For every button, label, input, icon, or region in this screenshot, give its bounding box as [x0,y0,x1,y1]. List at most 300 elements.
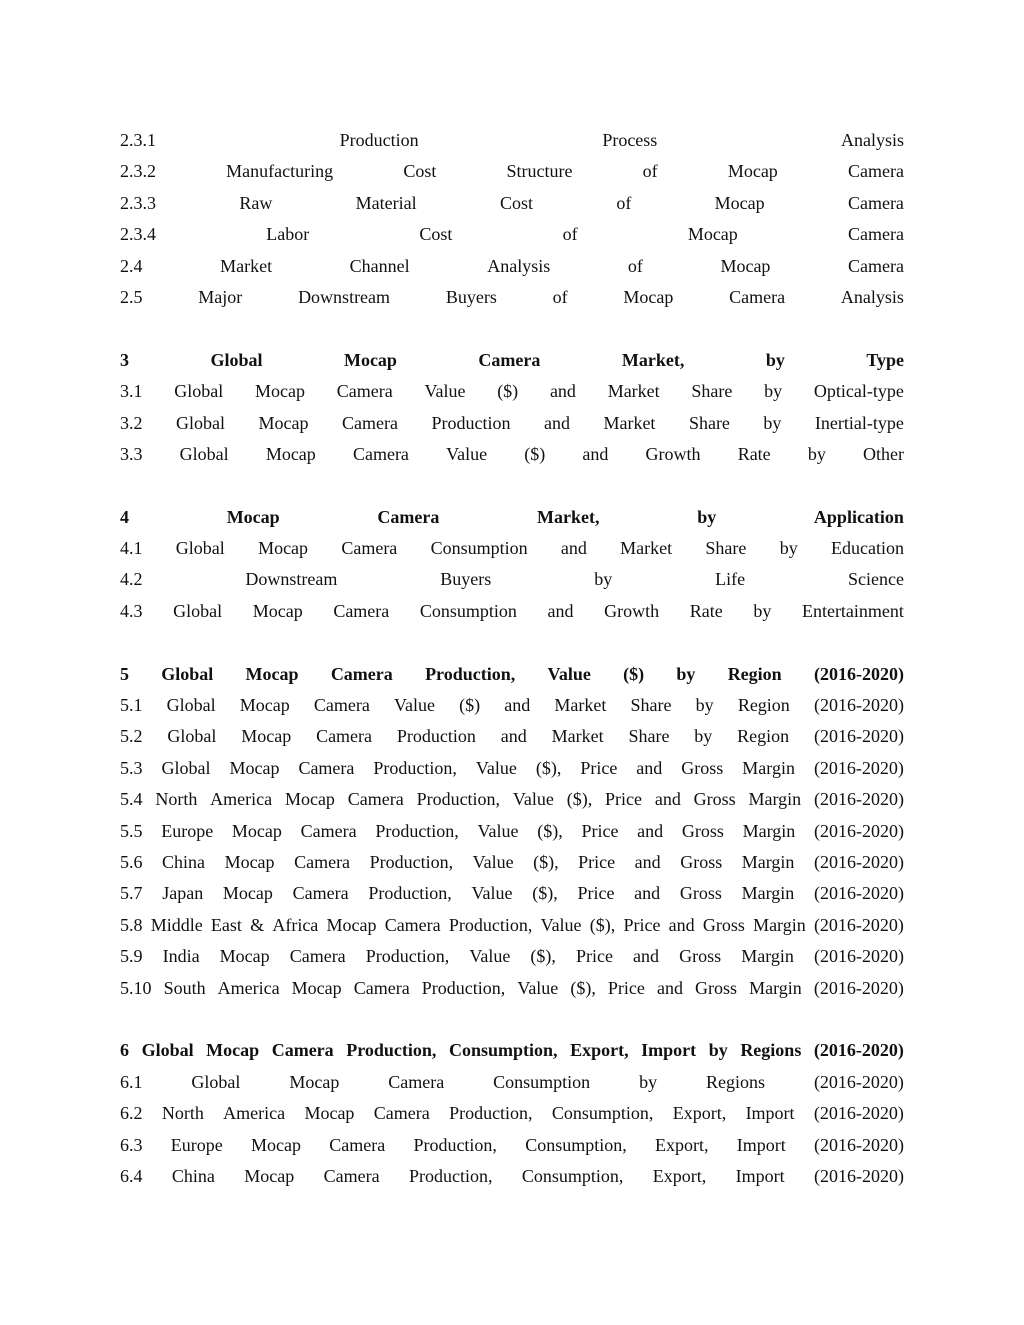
entry-word: Market [551,726,604,747]
entry-number: 2.5 [120,286,143,307]
entry-number: 6 [120,1040,129,1061]
entry-word: (2016-2020) [814,883,904,904]
entry-word: Camera [316,726,373,747]
entry-word: Mocap [714,192,765,213]
entry-word: Margin [748,789,802,810]
entry-word: Consumption, [521,1165,624,1186]
entry-word: by [807,443,826,464]
entry-word: Consumption [430,538,528,559]
entry-word: Growth [604,600,660,621]
entry-word: (2016-2020) [813,663,904,684]
blank-line [120,627,904,658]
entry-word: Regions [740,1040,802,1061]
entry-word: Camera [729,286,786,307]
entry-word: Mocap [727,161,778,182]
entry-word: Export, [654,1134,709,1155]
entry-word: (2016-2020) [813,1134,904,1155]
entry-word: ($), [532,883,558,904]
entry-word: Mocap [304,1103,355,1124]
entry-number: 3.3 [120,443,143,464]
entry-word: Global [167,726,217,747]
entry-word: Analysis [487,255,551,276]
entry-word: Global [173,600,223,621]
entry-word: Global [166,695,216,716]
entry-word: Camera [377,506,440,527]
toc-entry [120,910,904,941]
toc-entry [120,251,904,282]
entry-word: Region [727,663,782,684]
entry-word: and [547,600,574,621]
entry-word: Production, [369,851,454,872]
toc-entry [120,564,904,595]
entry-word: Manufacturing [226,161,334,182]
entry-word: and [543,412,570,433]
entry-word: Gross [702,914,745,935]
entry-number: 5.10 [120,977,152,998]
entry-number: 4.3 [120,600,143,621]
entry-word: Margin [753,914,806,935]
entry-word: of [552,286,568,307]
entry-word: and [637,820,664,841]
entry-word: Share [630,695,672,716]
entry-word: (2016-2020) [813,1103,904,1124]
entry-word: Camera [848,255,904,276]
entry-word: Value [394,695,435,716]
entry-word: Value [472,851,514,872]
entry-word: Export, [652,1165,707,1186]
entry-word: Value [471,883,513,904]
toc-entry [120,878,904,909]
entry-word: Camera [347,789,404,810]
entry-word: Cost [499,192,533,213]
toc-entry [120,941,904,972]
entry-word: of [562,224,578,245]
entry-word: ($), [589,914,616,935]
entry-word: Major [198,286,243,307]
entry-word: Analysis [840,130,904,150]
toc-entry [120,156,904,187]
entry-word: (2016-2020) [813,851,904,872]
entry-word: & [250,914,265,935]
entry-word: Raw [239,192,273,213]
entry-word: Mocap [244,1165,295,1186]
entry-number: 5.5 [120,820,143,841]
entry-word: Mocap [291,977,342,998]
entry-word: Mocap [245,663,299,684]
entry-word: Camera [478,349,541,370]
entry-word: Camera [329,1134,386,1155]
entry-word: Process [602,130,658,150]
entry-word: Value [540,914,582,935]
entry-word: Margin [742,820,796,841]
entry-word: Region [737,726,790,747]
entry-word: Value [512,789,554,810]
entry-word: ($) [524,443,546,464]
entry-word: Market [607,381,660,402]
entry-word: Mocap [258,538,309,559]
entry-word: Value [517,977,559,998]
entry-word: Production [431,412,511,433]
entry-word: Camera [352,443,409,464]
entry-word: Margin [741,851,795,872]
entry-word: (2016-2020) [813,695,904,716]
entry-number: 2.3.3 [120,192,156,213]
entry-word: Margin [741,883,795,904]
toc-entry [120,816,904,847]
entry-word: Buyers [445,286,497,307]
entry-word: Mocap [258,412,309,433]
entry-word: Regions [706,1071,766,1092]
entry-word: and [636,757,663,778]
section-heading [120,659,904,690]
toc-entry [120,1067,904,1098]
toc-entry [120,1161,904,1192]
entry-word: Price [578,851,616,872]
entry-word: Camera [323,1165,380,1186]
entry-word: by [695,695,714,716]
entry-word: and [504,695,531,716]
entry-word: Camera [373,1103,430,1124]
entry-word: by [676,663,696,684]
entry-number: 2.3.4 [120,224,156,245]
entry-word: Value [477,820,519,841]
entry-number: 4.2 [120,569,143,590]
entry-word: Africa [272,914,319,935]
entry-word: and [582,443,609,464]
entry-word: Production, [449,1103,533,1124]
toc-entry [120,784,904,815]
entry-word: Type [866,349,904,370]
entry-word: Import [735,1165,785,1186]
entry-word: India [162,946,200,967]
entry-word: Middle [150,914,203,935]
entry-word: Mocap [231,820,282,841]
entry-word: Margin [741,946,794,967]
entry-word: Market, [537,506,600,527]
entry-word: Gross [681,757,724,778]
entry-word: and [668,914,695,935]
toc-entry [120,282,904,313]
entry-word: and [634,851,661,872]
entry-word: Global [179,443,229,464]
entry-word: by [594,569,613,590]
blank-line [120,1004,904,1035]
entry-word: Rate [689,600,723,621]
entry-word: ($), [537,820,563,841]
toc-entry [120,439,904,470]
entry-word: Mocap [343,349,397,370]
entry-word: Gross [679,946,722,967]
entry-word: Share [688,412,730,433]
entry-word: Import [736,1134,786,1155]
toc-entry [120,690,904,721]
entry-number: 5.9 [120,946,143,967]
entry-word: ($), [566,789,593,810]
entry-word: by [763,412,782,433]
entry-word: Production, [368,883,452,904]
entry-number: 5.4 [120,789,143,810]
entry-word: Rate [737,443,771,464]
entry-word: Region [737,695,790,716]
entry-word: by [765,349,785,370]
entry-word: Camera [298,757,355,778]
entry-number: 2.3.1 [120,130,156,150]
entry-word: Value [469,946,511,967]
entry-word: Camera [341,538,398,559]
entry-word: Consumption, [551,1103,654,1124]
entry-word: and [549,381,576,402]
toc-entry [120,721,904,752]
entry-word: Global [161,757,211,778]
entry-word: Inertial-type [814,412,904,433]
entry-word: Consumption [419,600,517,621]
entry-word: Production, [413,1134,497,1155]
entry-number: 5.2 [120,726,143,747]
entry-word: Production, [365,946,450,967]
entry-word: and [634,883,661,904]
entry-word: Camera [848,224,904,245]
entry-word: Downstream [245,569,338,590]
entry-word: Mocap [222,883,273,904]
entry-word: Consumption, [525,1134,627,1155]
entry-word: Labor [266,224,310,245]
entry-number: 3.2 [120,412,143,433]
entry-word: Camera [341,412,398,433]
entry-word: Global [174,381,224,402]
entry-word: Camera [300,820,357,841]
toc-entry [120,847,904,878]
entry-word: and [633,946,660,967]
entry-word: Camera [292,883,349,904]
entry-word: Gross [693,789,736,810]
toc-entry [120,1098,904,1129]
entry-word: Mocap [289,1071,340,1092]
entry-word: Science [848,569,904,590]
entry-word: Mocap [623,286,674,307]
entry-word: ($), [530,946,556,967]
entry-word: Mocap [720,255,771,276]
entry-word: Gross [681,820,724,841]
entry-word: Life [715,569,746,590]
entry-number: 6.1 [120,1071,143,1092]
entry-word: by [764,381,783,402]
entry-number: 5 [120,663,129,684]
entry-word: Mocap [255,381,305,402]
entry-word: ($) [623,663,645,684]
entry-word: Production [396,726,476,747]
entry-word: and [560,538,587,559]
entry-word: Mocap [219,946,270,967]
entry-word: of [616,192,632,213]
entry-word: Camera [271,1040,334,1061]
entry-word: by [753,600,772,621]
entry-word: Camera [330,663,393,684]
entry-word: Production [339,130,419,150]
entry-number: 2.3.2 [120,161,156,182]
entry-word: Market [603,412,656,433]
entry-word: Downstream [298,286,391,307]
entry-word: Price [605,789,643,810]
entry-word: Mocap [226,506,280,527]
entry-word: Consumption [493,1071,591,1092]
entry-word: Margin [742,757,795,778]
entry-word: Value [446,443,488,464]
toc-entry [120,753,904,784]
entry-word: Value [424,381,466,402]
entry-word: Market, [621,349,685,370]
entry-word: Mocap [250,1134,301,1155]
entry-word: Growth [645,443,701,464]
entry-word: Channel [349,255,410,276]
entry-word: Camera [847,192,904,213]
entry-word: Production, [375,820,459,841]
section-heading [120,1035,904,1066]
entry-word: Price [623,914,661,935]
entry-word: Production, [425,663,516,684]
entry-word: Buyers [440,569,492,590]
entry-word: Mocap [224,851,275,872]
entry-word: ($), [533,851,559,872]
entry-word: America [223,1103,286,1124]
entry-word: by [639,1071,658,1092]
entry-word: Market [220,255,273,276]
entry-word: (2016-2020) [814,726,904,747]
toc-entry [120,125,904,156]
entry-word: Europe [161,820,214,841]
entry-word: Global [176,412,225,433]
entry-word: by [694,726,713,747]
entry-number: 6.3 [120,1134,143,1155]
entry-word: and [654,789,681,810]
entry-word: (2016-2020) [814,820,904,841]
entry-word: Market [554,695,607,716]
entry-word: Cost [419,224,453,245]
entry-number: 5.3 [120,757,143,778]
entry-word: ($) [497,381,519,402]
entry-word: Cost [403,161,437,182]
entry-word: (2016-2020) [814,789,904,810]
toc-entry [120,533,904,564]
table-of-contents [120,125,904,1192]
entry-word: China [171,1165,215,1186]
entry-word: Camera [384,914,441,935]
entry-word: Gross [679,883,722,904]
entry-word: by [708,1040,728,1061]
toc-entry [120,1130,904,1161]
entry-word: Entertainment [801,600,904,621]
entry-word: Share [705,538,747,559]
entry-word: Global [175,538,225,559]
entry-word: (2016-2020) [813,757,904,778]
entry-word: ($), [535,757,562,778]
entry-word: Price [607,977,645,998]
entry-word: (2016-2020) [813,1040,904,1061]
entry-word: Gross [695,977,738,998]
entry-word: Application [813,506,904,527]
entry-word: of [642,161,658,182]
entry-word: Price [580,757,618,778]
entry-word: Global [141,1040,194,1061]
entry-word: Mocap [252,600,303,621]
entry-word: Export, [570,1040,629,1061]
entry-word: of [627,255,643,276]
entry-word: Camera [847,161,904,182]
entry-word: ($), [570,977,596,998]
entry-word: Market [620,538,673,559]
entry-number: 2.4 [120,255,143,276]
entry-word: Production, [416,789,501,810]
entry-word: America [217,977,280,998]
toc-entry [120,376,904,407]
entry-word: ($) [459,695,481,716]
entry-word: East [210,914,242,935]
entry-number: 5.6 [120,851,143,872]
entry-word: Export, [672,1103,727,1124]
entry-word: Camera [388,1071,445,1092]
toc-entry [120,219,904,250]
entry-word: Share [691,381,733,402]
entry-word: Mocap [206,1040,260,1061]
entry-word: Camera [289,946,346,967]
entry-word: Mocap [239,695,290,716]
entry-number: 5.8 [120,914,143,935]
entry-word: Analysis [840,286,904,307]
entry-number: 3.1 [120,381,143,402]
entry-number: 4.1 [120,538,143,559]
entry-word: Import [745,1103,795,1124]
entry-word: Consumption, [449,1040,558,1061]
entry-number: 5.7 [120,883,143,904]
toc-entry [120,973,904,1004]
entry-word: Price [577,883,615,904]
entry-word: Gross [680,851,723,872]
entry-word: Margin [749,977,802,998]
entry-word: Production, [421,977,506,998]
entry-word: (2016-2020) [813,914,904,935]
entry-word: Other [863,443,904,464]
entry-word: Value [547,663,591,684]
entry-word: Mocap [229,757,280,778]
entry-word: Camera [333,600,390,621]
entry-number: 4 [120,506,129,527]
entry-word: Value [475,757,517,778]
entry-word: Global [161,663,214,684]
entry-word: by [779,538,798,559]
entry-word: China [162,851,206,872]
entry-word: and [656,977,683,998]
entry-word: (2016-2020) [813,1071,904,1092]
entry-word: Production, [448,914,533,935]
section-heading [120,345,904,376]
entry-word: (2016-2020) [813,946,904,967]
entry-word: Import [641,1040,697,1061]
entry-word: Price [575,946,613,967]
entry-word: Europe [170,1134,223,1155]
entry-word: America [210,789,273,810]
entry-word: Production, [373,757,457,778]
entry-word: Price [581,820,619,841]
entry-word: Global [191,1071,241,1092]
entry-word: Mocap [241,726,292,747]
entry-word: Japan [162,883,204,904]
entry-number: 6.2 [120,1103,143,1124]
entry-word: Camera [336,381,393,402]
entry-number: 3 [120,349,129,370]
entry-word: Production, [408,1165,493,1186]
toc-entry [120,408,904,439]
toc-entry [120,188,904,219]
entry-word: Production, [346,1040,437,1061]
